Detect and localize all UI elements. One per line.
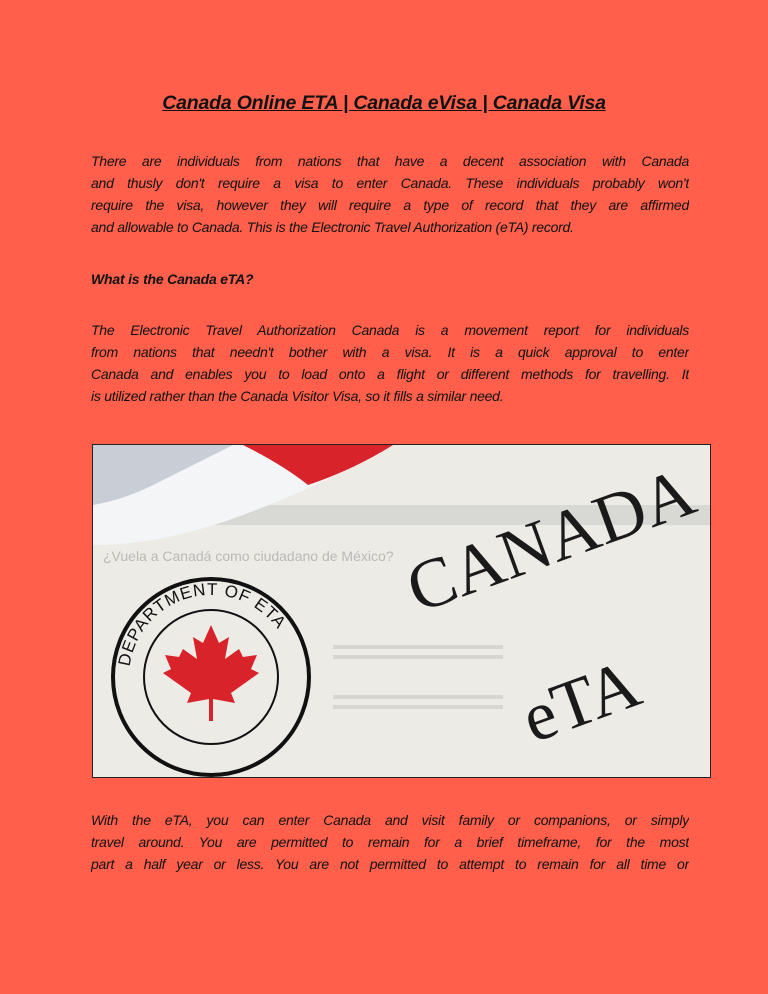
text-line: and thusly don't require a visa to enter Canada. These individuals probably won't: [91, 175, 689, 191]
text-line: part a half year or less. You are not permitted to attempt to remain for all time or: [91, 856, 689, 872]
text-line: With the eTA, you can enter Canada and visit family or companions, or simply: [91, 812, 689, 828]
text-line: The Electronic Travel Authorization Canada is a movement report for individuals: [91, 322, 689, 338]
intro-paragraph: [91, 150, 689, 238]
text-line: and allowable to Canada. This is the Electronic Travel Authorization (eTA) record.: [91, 219, 574, 235]
text-line: Canada and enables you to load onto a flight or different methods for travelling. It: [91, 366, 689, 382]
eta-paragraph: [91, 319, 689, 407]
canada-text: CANADA: [397, 453, 705, 629]
eta-text: eTA: [512, 645, 651, 759]
text-line: travel around. You are permitted to remain for a brief timeframe, for the most: [91, 834, 689, 850]
text-line: There are individuals from nations that have a decent association with Canada: [91, 153, 689, 169]
section-heading: What is the Canada eTA?: [91, 271, 254, 287]
text-line: is utilized rather than the Canada Visitor Visa, so it fills a similar need.: [91, 388, 504, 404]
canada-eta-image: [92, 444, 711, 778]
seal-text: DEPARTMENT OF ETA: [114, 579, 291, 668]
text-line: from nations that needn't bother with a visa. It is a quick approval to enter: [91, 344, 689, 360]
background-heading: ¿Vuela a Canadá como ciudadano de México?: [103, 548, 394, 564]
document-title: Canada Online ETA | Canada eVisa | Canada Visa: [162, 92, 606, 114]
closing-paragraph: [91, 809, 689, 875]
text-line: require the visa, however they will require a type of record that they are affirmed: [91, 197, 689, 213]
